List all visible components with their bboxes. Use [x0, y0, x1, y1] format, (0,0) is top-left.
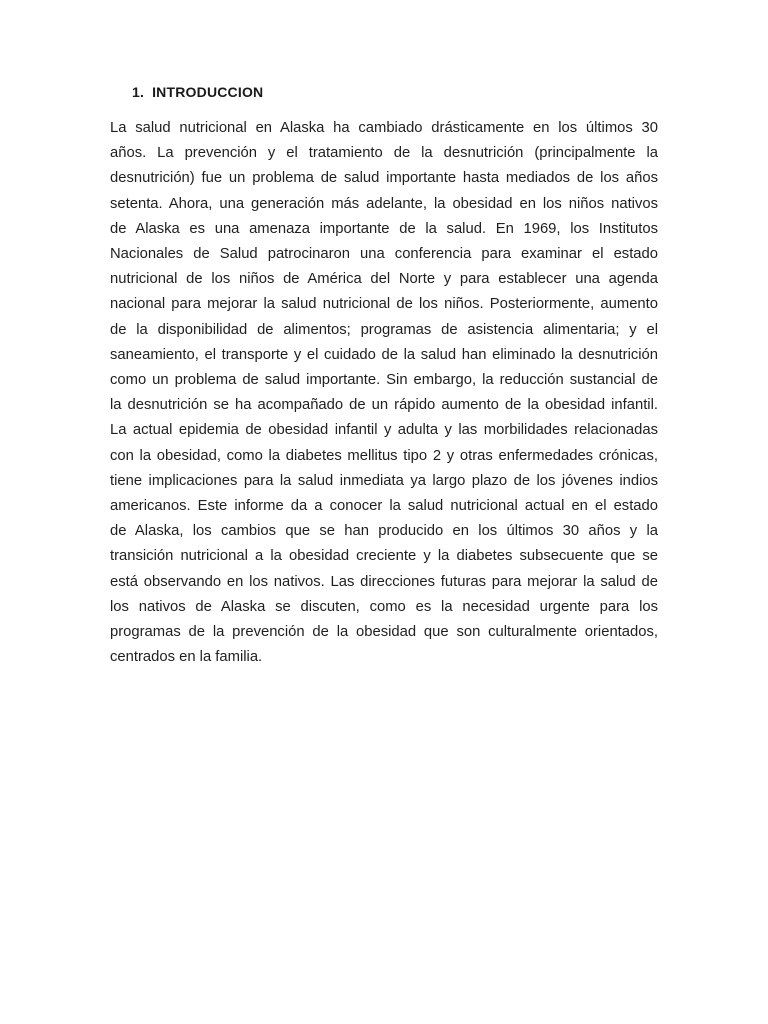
paragraph-line: americanos. Este informe da a conocer la salud nutricional actual en el estado: [110, 498, 658, 515]
paragraph-line: los nativos de Alaska se discuten, como es la necesidad urgente para los: [110, 598, 658, 615]
paragraph-line: de Alaska, los cambios que se han producido en los últimos 30 años y la: [110, 523, 658, 540]
paragraph-line: años. La prevención y el tratamiento de la desnutrición (principalmente la: [110, 145, 658, 162]
paragraph-line: centrados en la familia.: [110, 649, 263, 666]
section-title: INTRODUCCION: [152, 84, 264, 100]
paragraph-line: La salud nutricional en Alaska ha cambiado drásticamente en los últimos 30: [110, 120, 658, 136]
paragraph-line: de la disponibilidad de alimentos; programas de asistencia alimentaria; y el: [110, 321, 658, 338]
paragraph-line: Nacionales de Salud patrocinaron una conferencia para examinar el estado: [110, 246, 658, 263]
paragraph-line: desnutrición) fue un problema de salud importante hasta mediados de los años: [110, 170, 658, 187]
paragraph-line: setenta. Ahora, una generación más adelante, la obesidad en los niños nativos: [110, 195, 658, 212]
paragraph-line: la desnutrición se ha acompañado de un rápido aumento de la obesidad infantil.: [110, 397, 658, 414]
paragraph-line: de Alaska es una amenaza importante de la salud. En 1969, los Institutos: [110, 220, 658, 237]
section-number: 1.: [132, 84, 145, 100]
paragraph-line: programas de la prevención de la obesidad que son culturalmente orientados,: [110, 624, 658, 641]
paragraph-line: como un problema de salud importante. Sin embargo, la reducción sustancial de: [110, 372, 658, 389]
section-heading: [132, 84, 263, 100]
paragraph-line: nacional para mejorar la salud nutricional de los niños. Posteriormente, aumento: [110, 296, 658, 313]
paragraph-line: está observando en los nativos. Las direcciones futuras para mejorar la salud de: [110, 573, 658, 590]
paragraph-line: con la obesidad, como la diabetes mellitus tipo 2 y otras enfermedades crónicas,: [110, 447, 658, 464]
paragraph-line: saneamiento, el transporte y el cuidado de la salud han eliminado la desnutrición: [110, 346, 658, 363]
introduction-paragraph: [110, 116, 658, 670]
paragraph-line: tiene implicaciones para la salud inmediata ya largo plazo de los jóvenes indios: [110, 472, 658, 489]
paragraph-line: nutricional de los niños de América del Norte y para establecer una agenda: [110, 271, 658, 288]
paragraph-line: La actual epidemia de obesidad infantil y adulta y las morbilidades relacionadas: [110, 422, 658, 439]
paragraph-line: transición nutricional a la obesidad creciente y la diabetes subsecuente que se: [110, 548, 658, 565]
